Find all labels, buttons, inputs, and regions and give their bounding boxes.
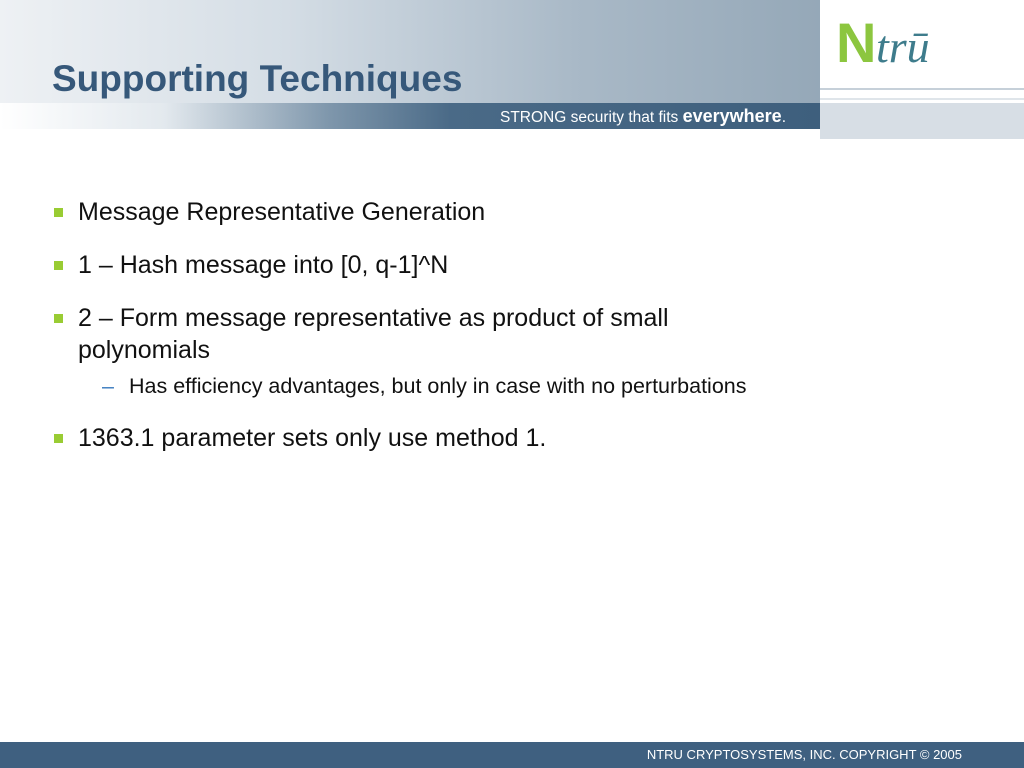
tagline-suffix: .: [781, 109, 786, 126]
sub-bullet-dash: –: [102, 374, 114, 398]
header-rule: [820, 88, 1024, 90]
header-right-panel: [820, 103, 1024, 139]
sub-bullet-text: Has efficiency advantages, but only in case with no perturbations: [129, 374, 747, 398]
bullet-text: 1363.1 parameter sets only use method 1.: [78, 424, 547, 452]
bullet-text: 2 – Form message representative as product of small polynomials: [78, 304, 669, 364]
bullet-list: [52, 196, 952, 475]
bullet-item: [52, 422, 952, 454]
footer-bar: [0, 742, 1024, 768]
logo-letters-tru: trū: [876, 21, 930, 70]
bullet-item: [52, 302, 772, 366]
bullet-item: [52, 249, 952, 281]
tagline: [500, 106, 786, 127]
tagline-emphasis: everywhere: [682, 106, 782, 126]
bullet-text: Message Representative Generation: [78, 198, 486, 226]
ntru-logo: [836, 14, 976, 70]
bullet-square-icon: [54, 434, 63, 443]
bullet-square-icon: [54, 314, 63, 323]
sub-bullet-item: [52, 372, 952, 400]
bullet-square-icon: [54, 261, 63, 270]
tagline-prefix: STRONG security that fits: [500, 109, 683, 126]
logo-letter-n: N: [836, 14, 877, 70]
bullet-square-icon: [54, 208, 63, 217]
bullet-text: 1 – Hash message into [0, q-1]^N: [78, 251, 449, 279]
tagline-bar: [0, 103, 820, 129]
slide-title: Supporting Techniques: [52, 58, 463, 99]
header-rule-secondary: [820, 98, 1024, 100]
footer-copyright: NTRU CRYPTOSYSTEMS, INC. COPYRIGHT © 2005: [646, 747, 962, 762]
bullet-item: [52, 196, 952, 228]
